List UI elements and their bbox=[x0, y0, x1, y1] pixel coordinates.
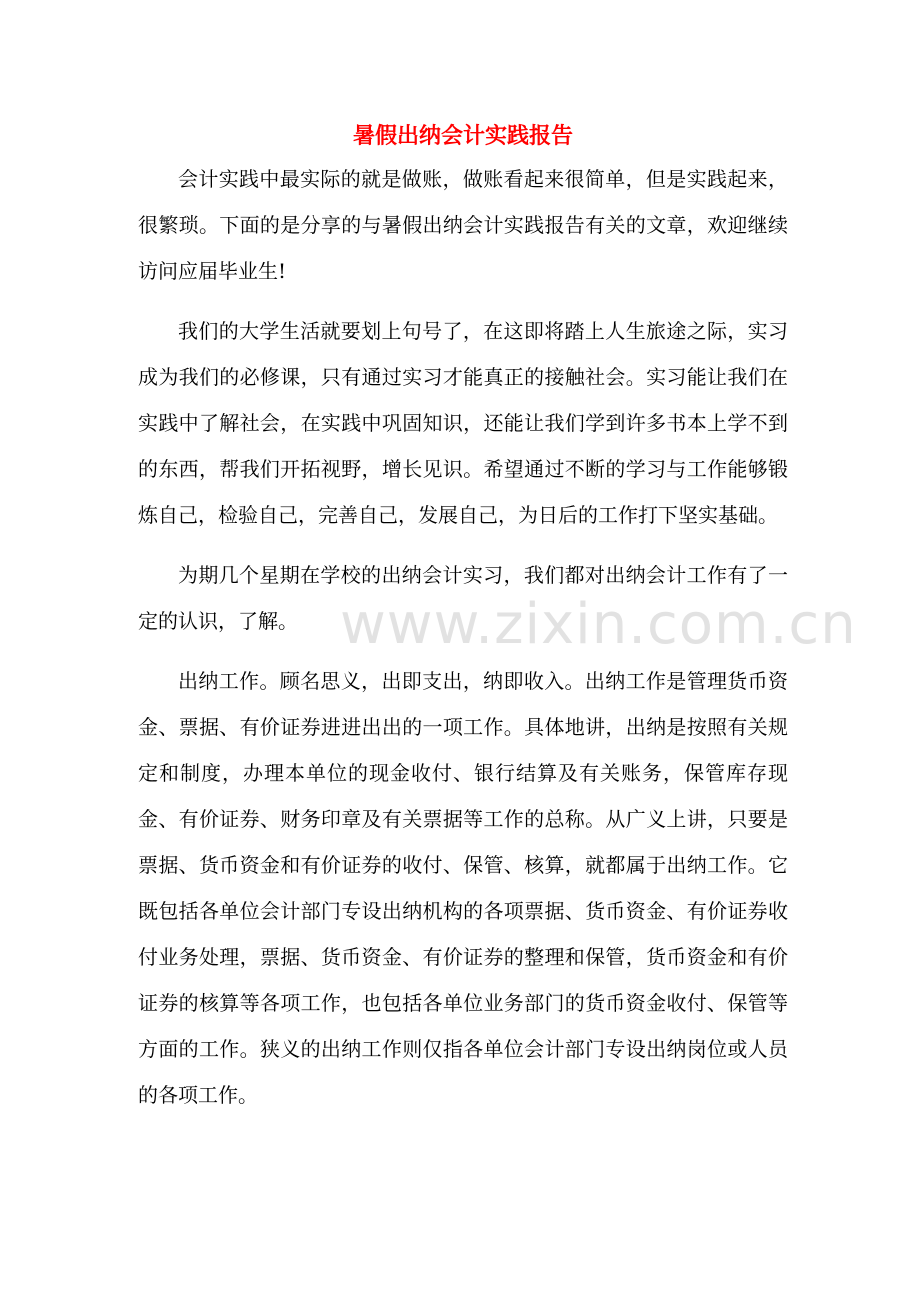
document-title: 暑假出纳会计实践报告 bbox=[352, 123, 573, 149]
paragraph: 我们的大学生活就要划上句号了，在这即将踏上人生旅途之际，实习成为我们的必修课，只有通过实习才能真正的接触社会。实习能让我们在实践中了解社会，在实践中巩固知识，还能让我们学到许多书本上学不到的东西，帮我们开拓视野，增长见识。希望通过不断的学习与工作能够锻炼自己，检验自己，完善自己，发展自己，为日后的工作打下坚实基础。 bbox=[138, 319, 788, 527]
document-body bbox=[138, 116, 788, 1132]
paragraph: 出纳工作。顾名思义，出即支出，纳即收入。出纳工作是管理货币资金、票据、有价证券进进出出的一项工作。具体地讲，出纳是按照有关规定和制度，办理本单位的现金收付、银行结算及有关账务，保管库存现金、有价证券、财务印章及有关票据等工作的总称。从广义上讲，只要是票据、货币资金和有价证券的收付、保管、核算，就都属于出纳工作。它既包括各单位会计部门专设出纳机构的各项票据、货币资金、有价证券收付业务处理，票据、货币资金、有价证券的整理和保管，货币资金和有价证券的核算等各项工作，也包括各单位业务部门的货币资金收付、保管等方面的工作。狭义的出纳工作则仅指各单位会计部门专设出纳岗位或人员的各项工作。 bbox=[138, 669, 788, 1107]
paragraph: 会计实践中最实际的就是做账，做账看起来很简单，但是实践起来，很繁琐。下面的是分享的与暑假出纳会计实践报告有关的文章，欢迎继续访问应届毕业生! bbox=[138, 167, 788, 283]
watermark: www.zixin.com.cn bbox=[340, 592, 857, 657]
paragraph: 为期几个星期在学校的出纳会计实习，我们都对出纳会计工作有了一定的认识，了解。 bbox=[138, 563, 788, 633]
